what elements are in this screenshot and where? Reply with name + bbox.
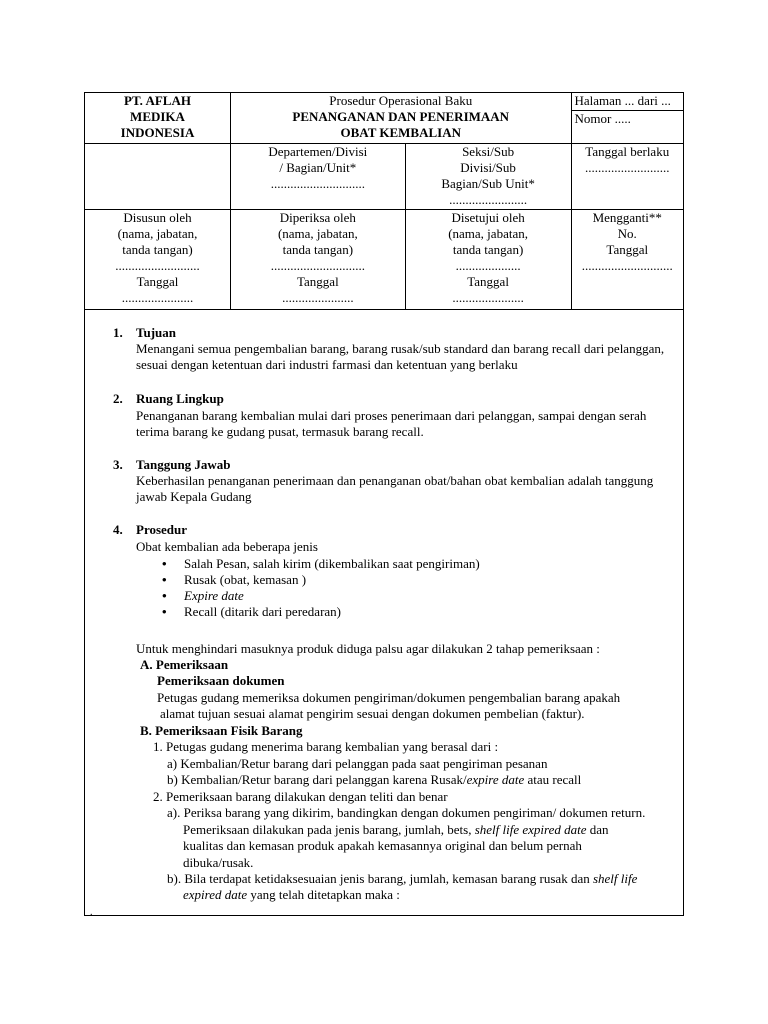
prepared-line: ......................: [121, 290, 194, 305]
checked-line: Diperiksa oleh: [279, 210, 356, 225]
section-text: Keberhasilan penanganan penerimaan dan penanganan obat/bahan obat kembalian adalah tanggung jawab Kepala Gudang: [136, 473, 654, 504]
section-cell: [405, 144, 571, 210]
prepared-line: Disusun oleh: [123, 210, 192, 225]
replaces-line: Mengganti**: [592, 210, 662, 225]
step-line: 1. Petugas gudang menerima barang kembalian yang berasal dari :: [153, 739, 499, 754]
text-run-italic: expire date: [466, 772, 525, 787]
sop-title: OBAT KEMBALIAN: [340, 125, 461, 140]
prepared-line: (nama, jabatan,: [117, 226, 198, 241]
prepared-line: tanda tangan): [122, 242, 193, 257]
page-cell: Halaman ... dari ...: [571, 93, 684, 111]
subsection-a-subtitle: Pemeriksaan dokumen: [157, 673, 285, 688]
approved-line: ....................: [455, 258, 521, 273]
list-item: • Salah Pesan, salah kirim (dikembalikan saat pengiriman): [160, 556, 660, 572]
text-run: Pemeriksaan dilakukan pada jenis barang, jumlah, bets,: [183, 822, 475, 837]
section-number: 2.: [113, 391, 123, 406]
section-title: Tanggung Jawab: [136, 457, 231, 472]
checked-line: .............................: [270, 258, 365, 273]
dept-line: .............................: [270, 176, 365, 191]
dept-line: / Bagian/Unit*: [279, 160, 357, 175]
step-line: 2. Pemeriksaan barang dilakukan dengan teliti dan benar: [153, 789, 448, 804]
list-item: • Rusak (obat, kemasan ): [160, 572, 660, 588]
text-run: yang telah ditetapkan maka :: [247, 887, 400, 902]
section-title: Tujuan: [136, 325, 176, 340]
list-item: • Expire date: [160, 588, 660, 604]
step-line: a) Kembalian/Retur barang dari pelanggan pada saat pengiriman pesanan: [167, 756, 548, 771]
effective-line: ..........................: [585, 160, 670, 175]
company-line: PT. AFLAH: [124, 93, 191, 108]
section-number: 1.: [113, 325, 123, 340]
section-number: 4.: [113, 522, 123, 537]
text-run: b). Bila terdapat ketidaksesuaian jenis barang, jumlah, kemasan barang rusak dan: [167, 871, 593, 886]
text-run: atau recall: [524, 772, 582, 787]
effective-date-cell: [571, 144, 684, 210]
section-line: ........................: [449, 192, 528, 207]
replaces-line: Tanggal: [606, 242, 649, 257]
section-line: Seksi/Sub: [462, 144, 515, 159]
step-line: [183, 887, 400, 903]
text-run-italic: expired date: [183, 887, 248, 902]
company-line: MEDIKA: [130, 109, 185, 124]
subsection-a-title: A. Pemeriksaan: [140, 657, 229, 672]
checked-by-cell: [231, 210, 406, 310]
footer-mark: .: [90, 907, 93, 918]
replaces-cell: [571, 210, 684, 310]
approved-line: ......................: [452, 290, 524, 305]
section-title: Prosedur: [136, 522, 188, 537]
sop-title-cell: [231, 93, 572, 144]
checked-line: ......................: [282, 290, 354, 305]
prepared-line: Tanggal: [136, 274, 179, 289]
step-line: [183, 822, 609, 838]
text-run: b) Kembalian/Retur barang dari pelanggan karena Rusak/: [167, 772, 467, 787]
approved-line: (nama, jabatan,: [448, 226, 528, 241]
document-frame: [84, 92, 684, 916]
list-item: • Recall (ditarik dari peredaran): [160, 604, 660, 620]
step-line: a). Periksa barang yang dikirim, bandingkan dengan dokumen pengiriman/ dokumen return.: [167, 805, 646, 820]
section-line: Divisi/Sub: [460, 160, 516, 175]
section-intro: Obat kembalian ada beberapa jenis: [136, 539, 318, 554]
section-text: Menangani semua pengembalian barang, barang rusak/sub standard dan barang recall dari pelanggan, sesuai dengan ketentuan dari industri farmasi dan ketentuan yang berlaku: [136, 341, 665, 372]
effective-line: Tanggal berlaku: [585, 144, 670, 159]
number-cell: Nomor .....: [571, 111, 684, 144]
dept-line: Departemen/Divisi: [268, 144, 368, 159]
replaces-line: ............................: [581, 258, 673, 273]
approved-by-cell: [405, 210, 571, 310]
text-run-italic: shelf life: [592, 871, 638, 886]
sop-label: Prosedur Operasional Baku: [329, 93, 473, 108]
checked-line: tanda tangan): [282, 242, 354, 257]
step-line: dibuka/rusak.: [183, 855, 254, 870]
text-run-italic: shelf life expired date: [474, 822, 587, 837]
paragraph-line: alamat tujuan sesuai alamat pengirim sesuai dengan dokumen pembelian (faktur).: [160, 706, 585, 721]
paragraph-line: Petugas gudang memeriksa dokumen pengiriman/dokumen pengembalian barang apakah: [157, 690, 621, 705]
text-run: dan: [586, 822, 609, 837]
checked-line: Tanggal: [297, 274, 339, 289]
prepared-line: ..........................: [115, 258, 200, 273]
approved-line: tanda tangan): [452, 242, 524, 257]
section-number: 3.: [113, 457, 123, 472]
section-title: Ruang Lingkup: [136, 391, 224, 406]
step-line: [167, 871, 637, 887]
approved-line: Tanggal: [467, 274, 509, 289]
step-line: [167, 772, 581, 788]
department-cell: [231, 144, 406, 210]
sop-header-table: [84, 92, 684, 310]
checked-line: (nama, jabatan,: [277, 226, 358, 241]
approved-line: Disetujui oleh: [451, 210, 525, 225]
sop-title: PENANGANAN DAN PENERIMAAN: [292, 109, 510, 124]
replaces-line: No.: [617, 226, 637, 241]
section-line: Bagian/Sub Unit*: [441, 176, 535, 191]
step-line: kualitas dan kemasan produk apakah kemasannya original dan belum pernah: [183, 838, 582, 853]
return-types-list: [160, 556, 660, 620]
prepared-by-cell: [85, 210, 231, 310]
section-text: Penanganan barang kembalian mulai dari proses penerimaan dari pelanggan, sampai dengan serah terima barang ke gudang pusat, termasuk barang recall.: [136, 408, 647, 439]
check-intro: Untuk menghindari masuknya produk diduga palsu agar dilakukan 2 tahap pemeriksaan :: [136, 641, 600, 656]
company-name: [85, 93, 231, 144]
subsection-b-title: B. Pemeriksaan Fisik Barang: [140, 723, 303, 738]
company-line: INDONESIA: [120, 125, 195, 140]
